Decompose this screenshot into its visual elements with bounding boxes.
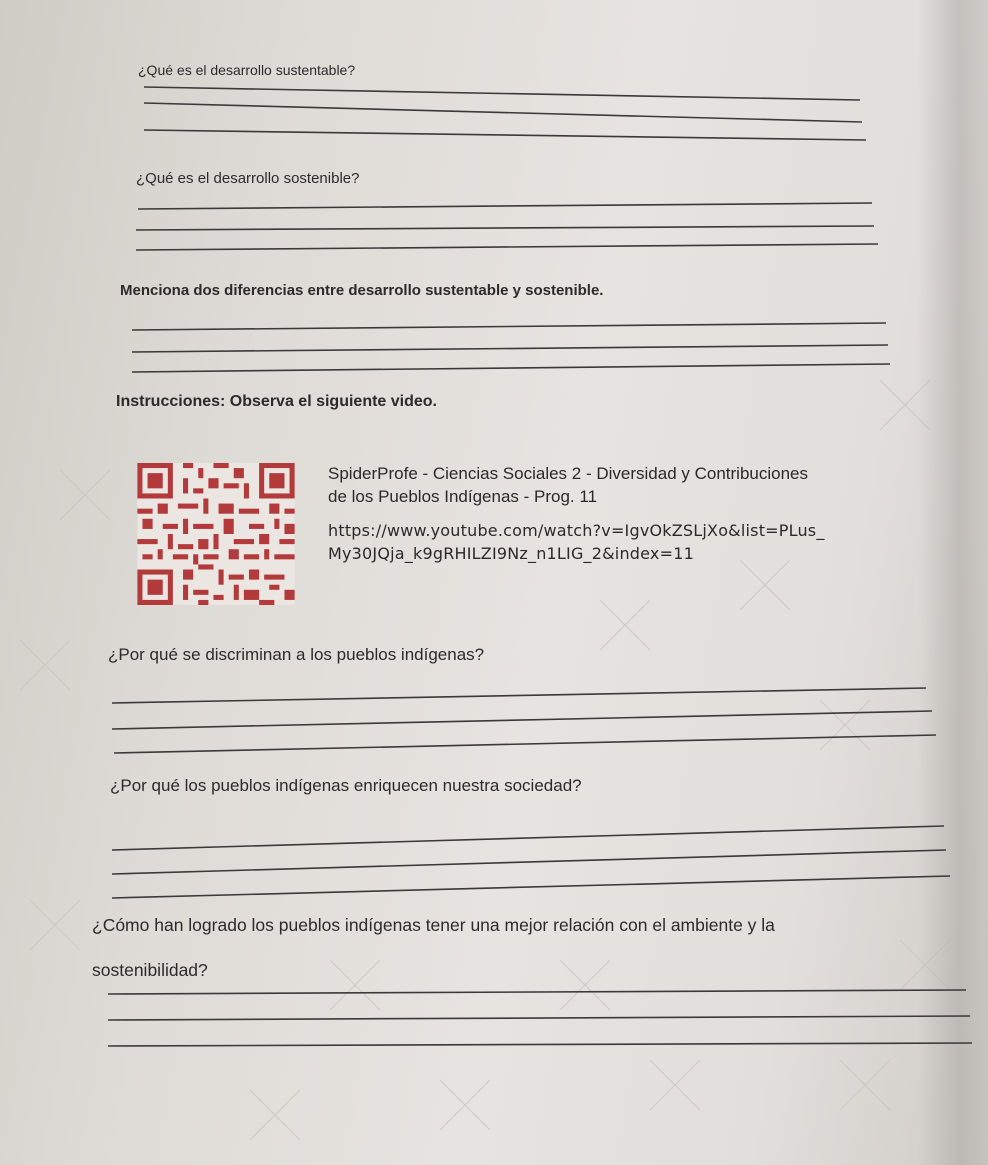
answer-line: [144, 87, 860, 100]
question-sustainable-development-2: ¿Qué es el desarrollo sostenible?: [136, 170, 360, 187]
question-environment-line-2: sostenibilidad?: [92, 960, 208, 980]
instructions-heading: Instrucciones: Observa el siguiente video.: [116, 393, 437, 410]
answer-line: [136, 226, 874, 230]
answer-line: [132, 345, 888, 352]
question-enrich-society: ¿Por qué los pueblos indígenas enriquecen nuestra sociedad?: [110, 776, 582, 795]
answer-line: [112, 826, 944, 850]
video-info: [328, 462, 928, 565]
question-differences: Menciona dos diferencias entre desarrollo sustentable y sostenible.: [120, 282, 604, 299]
answer-line: [132, 364, 890, 372]
question-environment-line-1: ¿Cómo han logrado los pueblos indígenas tener una mejor relación con el ambiente y la: [92, 915, 775, 935]
question-discrimination: ¿Por qué se discriminan a los pueblos indígenas?: [108, 645, 485, 664]
qr-code-icon: [137, 463, 295, 605]
answer-line: [112, 688, 926, 703]
answer-line: [138, 203, 872, 209]
video-title-line-1: SpiderProfe - Ciencias Sociales 2 - Diversidad y Contribuciones: [328, 464, 808, 483]
answer-line: [144, 130, 866, 140]
answer-line: [114, 735, 936, 753]
question-sustainable-development: ¿Qué es el desarrollo sustentable?: [138, 62, 356, 78]
answer-line: [144, 103, 862, 122]
video-url-line-1[interactable]: https://www.youtube.com/watch?v=IgvOkZSLjXo&list=PLus_: [328, 521, 825, 540]
video-title-line-2: de los Pueblos Indígenas - Prog. 11: [328, 487, 598, 506]
answer-line: [112, 850, 946, 874]
video-url-line-2[interactable]: My30JQja_k9gRHILZI9Nz_n1LIG_2&index=11: [328, 544, 694, 563]
answer-line: [108, 990, 966, 994]
answer-line: [108, 1016, 970, 1020]
answer-line: [112, 876, 950, 898]
answer-line: [108, 1043, 972, 1046]
answer-line: [112, 711, 932, 729]
answer-line: [136, 244, 878, 250]
answer-line: [132, 323, 886, 330]
